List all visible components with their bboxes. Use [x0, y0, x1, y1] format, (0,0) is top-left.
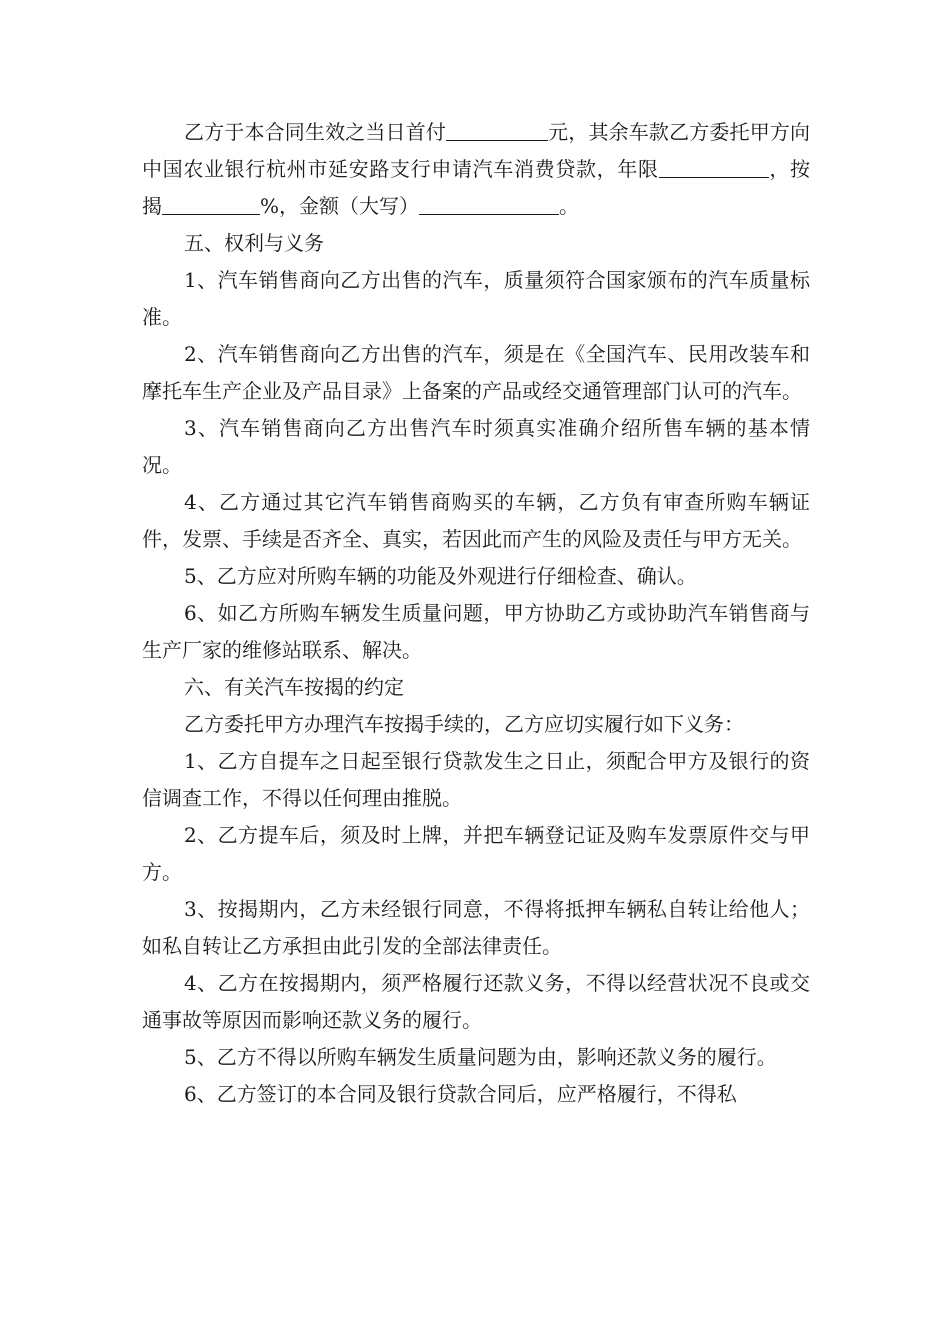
payment-paragraph	[142, 114, 810, 225]
payment-text-4: %，金额（大写）	[260, 194, 420, 218]
section-5-item-5: 5、乙方应对所购车辆的功能及外观进行仔细检查、确认。	[184, 564, 697, 588]
section-6-item-4: 4、乙方在按揭期内，须严格履行还款义务，不得以经营状况不良或交通事故等原因而影响还款义务的履行。	[142, 971, 810, 1032]
section-6-intro: 乙方委托甲方办理汽车按揭手续的，乙方应切实履行如下义务：	[184, 712, 744, 736]
document-body	[142, 114, 810, 1113]
section-5-item-2: 2、汽车销售商向乙方出售的汽车，须是在《全国汽车、民用改装车和摩托车生产企业及产品目录》上备案的产品或经交通管理部门认可的汽车。	[142, 342, 810, 403]
section-6-item-1: 1、乙方自提车之日起至银行贷款发生之日止，须配合甲方及银行的资信调查工作，不得以任何理由推脱。	[142, 749, 810, 810]
section-6-item-5: 5、乙方不得以所购车辆发生质量问题为由，影响还款义务的履行。	[184, 1045, 777, 1069]
payment-text-3: ，按揭	[142, 157, 811, 218]
section-6-item-3: 3、按揭期内，乙方未经银行同意，不得将抵押车辆私自转让给他人；如私自转让乙方承担由此引发的全部法律责任。	[142, 897, 810, 958]
section-5-item-3: 3、汽车销售商向乙方出售汽车时须真实准确介绍所售车辆的基本情况。	[142, 416, 810, 477]
section-6-item-6: 6、乙方签订的本合同及银行贷款合同后，应严格履行，不得私	[184, 1082, 737, 1106]
section-5-item-1: 1、汽车销售商向乙方出售的汽车，质量须符合国家颁布的汽车质量标准。	[142, 268, 810, 329]
payment-text-5: 。	[559, 194, 580, 218]
section-5-item-4: 4、乙方通过其它汽车销售商购买的车辆，乙方负有审查所购车辆证件，发票、手续是否齐全、真实，若因此而产生的风险及责任与甲方无关。	[142, 490, 810, 551]
mortgage-ratio-blank	[162, 192, 260, 215]
loan-term-blank	[659, 155, 769, 178]
amount-in-words-blank	[419, 192, 559, 215]
section-6-heading: 六、有关汽车按揭的约定	[184, 675, 404, 699]
section-6-item-2: 2、乙方提车后，须及时上牌，并把车辆登记证及购车发票原件交与甲方。	[142, 823, 810, 884]
payment-text-1: 乙方于本合同生效之当日首付	[184, 120, 446, 144]
down-payment-blank	[446, 118, 548, 141]
section-5-item-6: 6、如乙方所购车辆发生质量问题，甲方协助乙方或协助汽车销售商与生产厂家的维修站联系、解决。	[142, 601, 810, 662]
section-5-heading: 五、权利与义务	[184, 231, 324, 255]
payment-text-2: 元，其余车款乙方委托甲方向中国农业银行杭州市延安路支行申请汽车消费贷款，年限	[142, 120, 810, 181]
